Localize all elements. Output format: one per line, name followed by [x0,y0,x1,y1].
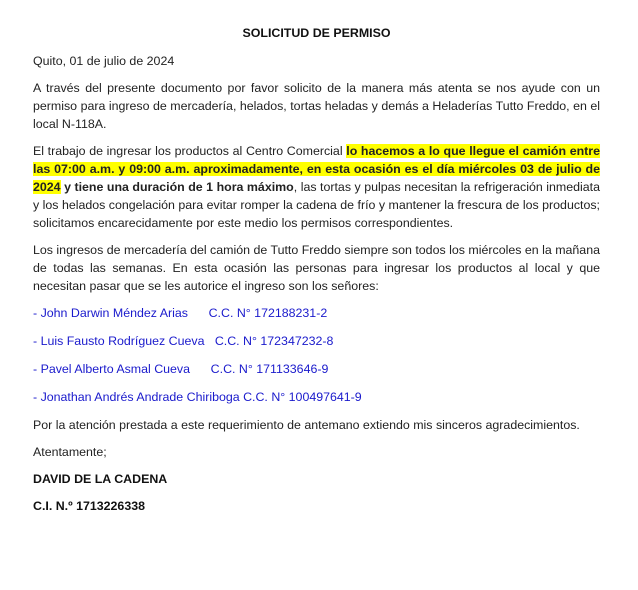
schedule-date-text: entre las 07:00 a.m. y 09:00 a.m. aproximadamente, en esta ocasión es el día miércoles 03 de julio de 2024 [33,144,601,194]
date-line: Quito, 01 de julio de 2024 [33,54,175,68]
paragraph-schedule [33,142,600,232]
schedule-intro-text: El trabajo de ingresar los productos al Centro Comercial [33,144,347,158]
person-entry-3: - Pavel Alberto Asmal Cueva C.C. N° 171133646-9 [33,362,329,376]
paragraph-closing: Por la atención prestada a este requerimiento de antemano extiendo mis sinceros agradecimientos. [33,418,580,432]
person-entry-1: - John Darwin Méndez Arias C.C. N° 172188231-2 [33,306,328,320]
paragraph-request: A través del presente documento por favor solicito de la manera más atenta se nos ayude con un permiso para ingreso de mercadería, helados, tortas heladas y demás a Heladerías Tutto Freddo, en el local N-118A. [33,81,600,131]
paragraph-people-intro: Los ingresos de mercadería del camión de Tutto Freddo siempre son todos los miércoles en la mañana de todas las semanas. En esta ocasión las personas para ingresar los productos al local y que necesitan pasar que se les autorice el ingreso son los señores: [33,243,600,293]
person-entry-4: - Jonathan Andrés Andrade Chiriboga C.C. N° 100497641-9 [33,390,362,404]
schedule-rest-text: , las tortas y pulpas necesitan la refrigeración inmediata y los helados congelación para evitar romper la cadena de frío y mantener la frescura de los productos; solicitamos encarecidamente por este medio los permisos correspondientes. [33,180,600,230]
salutation: Atentamente; [33,445,107,459]
schedule-duration-text: y tiene una duración de 1 hora máximo [60,180,294,194]
schedule-truck-text: lo hacemos a lo que llegue el camión [346,144,567,158]
person-entry-2: - Luis Fausto Rodríguez Cueva C.C. N° 172347232-8 [33,334,334,348]
signer-name: DAVID DE LA CADENA [33,472,168,486]
document-title: SOLICITUD DE PERMISO [242,26,391,40]
signer-id: C.I. N.º 1713226338 [33,499,145,513]
